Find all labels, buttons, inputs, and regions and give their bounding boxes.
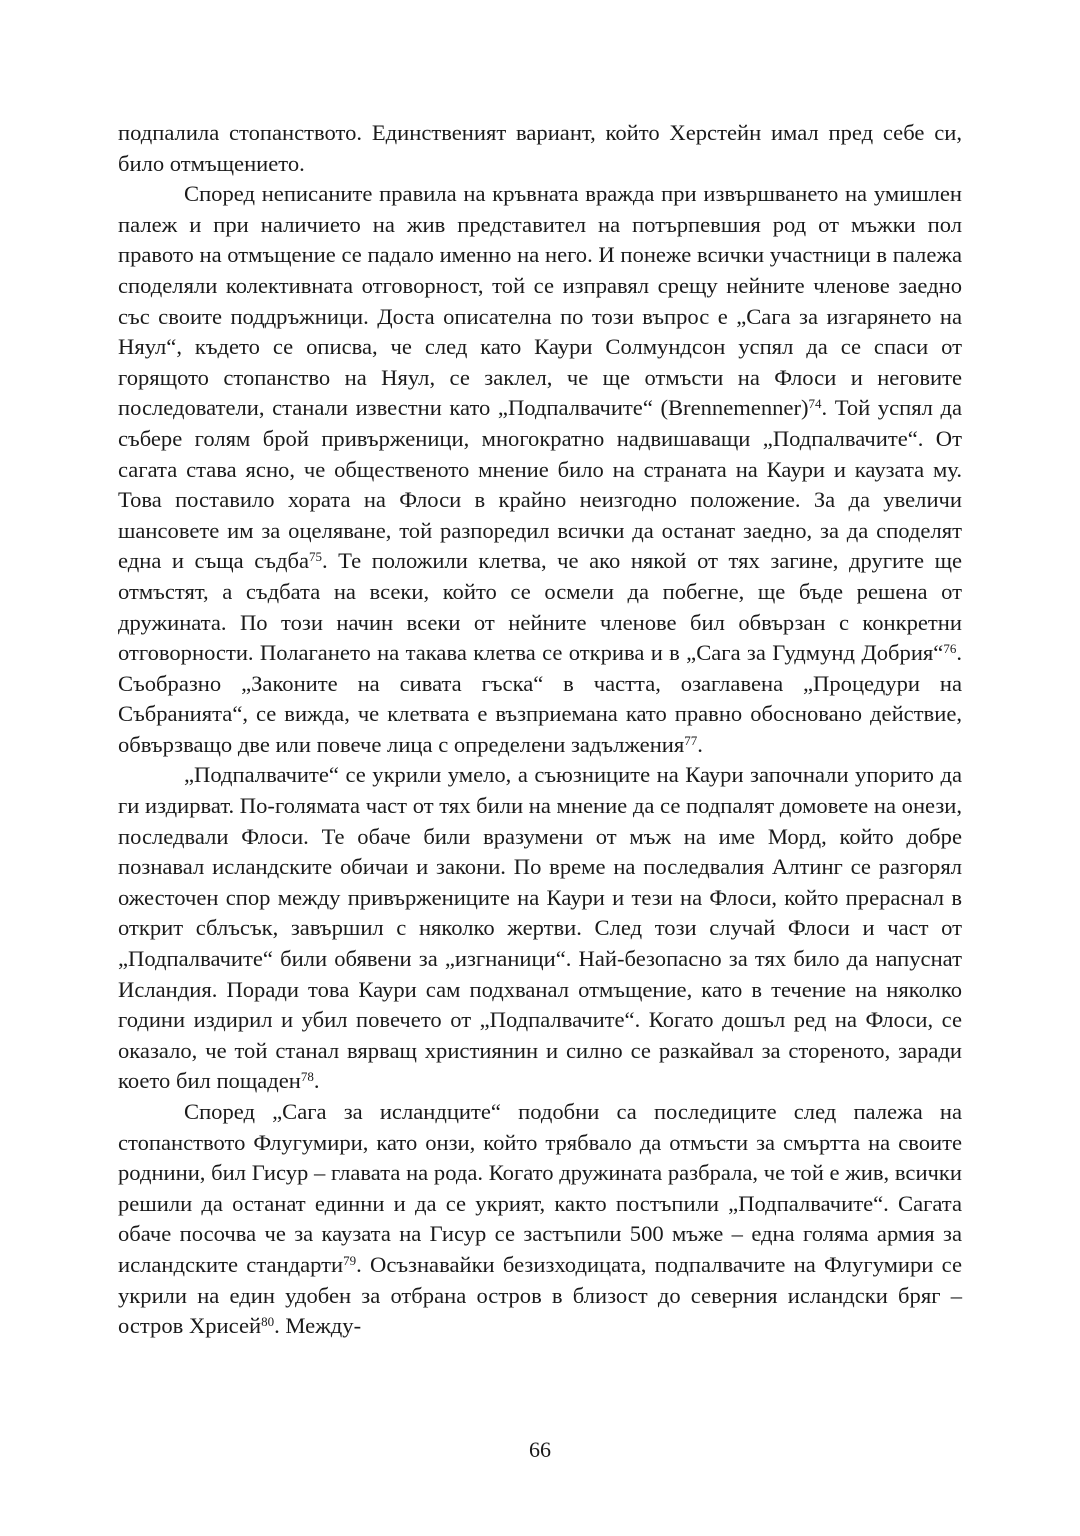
paragraph-text: „Подпалвачите“ се укрили умело, а съюзниците на Каури започнали упорито да ги издирват. По-голямата част от тях били на мнение да се подпалят домовете на онези, последвали Флоси. Те обаче били вразумени от мъж на име Морд, който добре познавал исландските обичаи и закони. По време на последвалия Алтинг се разгорял ожесточен спор между привържениците на Каури и тези на Флоси, който прераснал в открит сблъсък, завършил с няколко жертви. След този случай Флоси и част от „Подпалвачите“ били обявени за „изгнаници“. Най-безопасно за тях било да напуснат Исландия. Поради това Каури сам подхванал отмъщение, като в течение на няколко години издирил и убил повечето от „Подпалвачите“. Когато дошъл ред на Флоси, се оказало, че той станал вярващ християнин и силно се разкайвал за стореното, заради което бил пощаден: [118, 762, 962, 1094]
footnote-marker: 80: [261, 1314, 275, 1330]
footnote-marker: 76: [943, 640, 957, 656]
page-number: 66: [529, 1437, 551, 1462]
paragraph-text: .: [697, 731, 703, 757]
document-body: [118, 118, 962, 1342]
paragraph-text: .: [313, 1068, 320, 1094]
paragraph-text: Според неписаните правила на кръвната вражда при извършването на умишлен палеж и при наличието на жив представител на потърпевшия род от мъжки пол правото на отмъщение се падало именно на него. И понеже всички участници в палежа споделяли колективната отговорност, той се изправял срещу нейните членове заедно със своите поддръжници. Доста описателна по този въпрос е „Сага за изгарянето на Няул“, където се описва, че след като Каури Солмундсон успял да се спаси от горящото стопанство на Няул, се заклел, че ще отмъсти на Флоси и неговите последователи, станали известни като „Подпалвачите“ (Brennemenner): [118, 181, 962, 421]
footnote-marker: 75: [308, 549, 322, 565]
paragraph: [118, 118, 962, 179]
paragraph-text: . Те положили клетва, че ако някой от тях загине, другите ще отмъстят, а съдбата на всеки, който се осмели да побегне, ще бъде решена от дружината. По този начин всеки от нейните членове бил обвързан с конкретни отговорности. Полагането на такава клетва се открива и в „Сага за Гудмунд Добрия“: [118, 548, 962, 666]
paragraph-text: подпалила стопанството. Единственият вариант, който Херстейн имал пред себе си, било отмъщението.: [118, 120, 962, 176]
paragraph: [118, 760, 962, 1097]
footnote-marker: 79: [343, 1252, 357, 1268]
paragraph: [118, 1097, 962, 1342]
paragraph-text: . Той успял да събере голям брой привърженици, многократно надвишаващи „Подпалвачите“. От сагата става ясно, че общественото мнение било на страната на Каури и каузата му. Това поставило хората на Флоси в крайно неизгодно положение. За да увеличи шансовете им за оцеляване, той разпоредил всички да останат заедно, за да споделят една и съща съдба: [118, 395, 962, 574]
footnote-marker: 78: [300, 1069, 314, 1085]
paragraph: [118, 179, 962, 760]
paragraph-text: . Осъзнавайки безизходицата, подпалвачите на Флугумири се укрили на един удобен за отбрана остров в близост до северния исландски бряг – остров Хрисей: [118, 1251, 962, 1339]
footnote-marker: 77: [684, 732, 698, 748]
footnote-marker: 74: [808, 396, 822, 412]
paragraph-text: Според „Сага за исландците“ подобни са последиците след палежа на стопанството Флугумири, като онзи, който трябвало да отмъсти за смъртта на своите роднини, бил Гисур – главата на рода. Когато дружината разбрала, че той е жив, всички решили да останат единни и да се укрият, както постъпили „Подпалвачите“. Сагата обаче посочва че за каузата на Гисур се застъпили 500 мъже – една голяма армия за исландските стандарти: [118, 1099, 962, 1277]
paragraph-text: . Съобразно „Законите на сивата гъска“ в частта, озаглавена „Процедури на Събранията“, се вижда, че клетвата е възприемана като правно обосновано действие, обвързващо две или повече лица с определени задължения: [118, 640, 962, 757]
paragraph-text: . Между-: [274, 1313, 362, 1339]
